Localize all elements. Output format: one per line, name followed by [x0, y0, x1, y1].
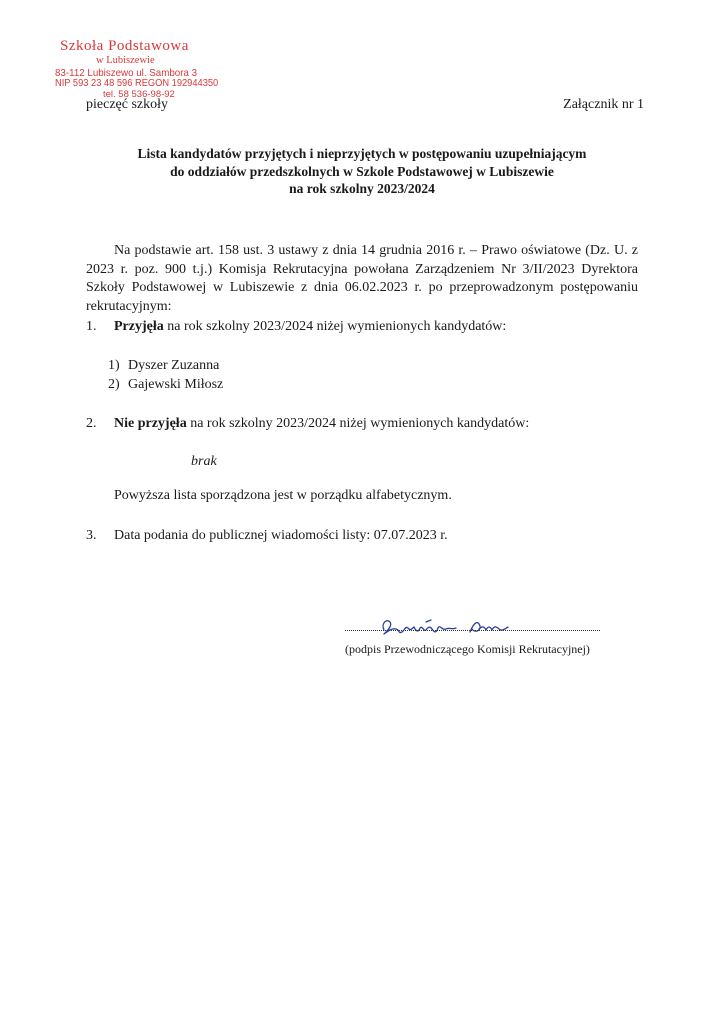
document-heading: [0, 145, 724, 198]
signature-line: [345, 630, 600, 631]
section-2-number: 2.: [86, 416, 97, 431]
candidate-1-name: Dyszer Zuzanna: [128, 358, 220, 373]
intro-text: Na podstawie art. 158 ust. 3 ustawy z dnia 14 grudnia 2016 r. – Prawo oświatowe (Dz. U. z 2023 r. poz. 900 t.j.) Komisja Rekrutacyjna powołana Zarządzeniem Nr 3/II/2023 Dyrektora Szkoły Podstawowej w Lubiszewie z dnia 06.02.2023 r. po przeprowadzonym postępowaniu rekrutacyjnym:: [86, 243, 638, 315]
annex-label: Załącznik nr 1: [563, 97, 644, 112]
section-1-bold: Przyjęła: [114, 319, 164, 334]
stamp-phone: tel. 58 536-98-92: [103, 89, 175, 100]
stamp-school-name: Szkoła Podstawowa: [60, 38, 189, 54]
candidate-2-name: Gajewski Miłosz: [128, 377, 224, 392]
stamp-ids: NIP 593 23 48 596 REGON 192944350: [55, 78, 219, 89]
section-3-text: Data podania do publicznej wiadomości listy: 07.07.2023 r.: [114, 528, 448, 543]
handwritten-signature: [378, 614, 518, 640]
section-2-none: brak: [191, 454, 217, 469]
stamp-caption: pieczęć szkoły: [86, 97, 169, 112]
section-3-number: 3.: [86, 528, 97, 543]
stamp-address: 83-112 Lubiszewo ul. Sambora 3: [55, 67, 198, 79]
section-2-text: na rok szkolny 2023/2024 niżej wymienionych kandydatów:: [186, 416, 530, 431]
section-2-note: Powyższa lista sporządzona jest w porządku alfabetycznym.: [114, 488, 452, 503]
stamp-town: w Lubiszewie: [96, 55, 155, 66]
intro-paragraph: [86, 242, 638, 317]
section-1-heading: [114, 319, 506, 335]
section-2-heading: [114, 416, 529, 432]
heading-line-3: na rok szkolny 2023/2024: [289, 181, 435, 196]
section-1-number: 1.: [86, 319, 97, 334]
section-1-text: na rok szkolny 2023/2024 niżej wymienionych kandydatów:: [163, 319, 507, 334]
section-2-bold: Nie przyjęła: [114, 416, 187, 431]
candidate-2-num: 2): [108, 377, 120, 392]
heading-line-1: Lista kandydatów przyjętych i nieprzyjętych w postępowaniu uzupełniającym: [137, 146, 587, 161]
candidate-1-num: 1): [108, 358, 120, 373]
heading-line-2: do oddziałów przedszkolnych w Szkole Podstawowej w Lubiszewie: [170, 163, 554, 179]
signature-caption: (podpis Przewodniczącego Komisji Rekrutacyjnej): [345, 642, 590, 656]
